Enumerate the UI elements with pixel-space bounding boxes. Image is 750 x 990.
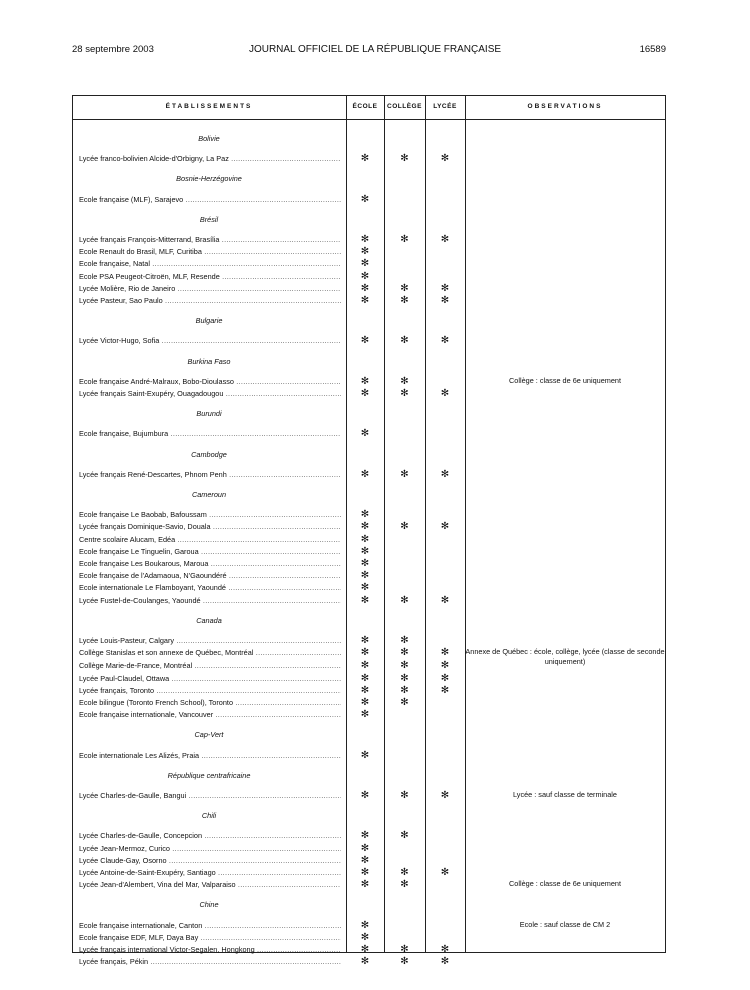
observation-text: Annexe de Québec : école, collège, lycée (classe de seconde uniquement) [465, 647, 665, 667]
ecole-mark-icon: ✻ [360, 246, 370, 258]
table-row [72, 194, 665, 206]
column-header-ecole: ÉCOLE [352, 103, 378, 110]
ecole-mark-icon: ✻ [360, 956, 370, 968]
establishment-name: Ecole française Le Baobab, Bafoussam ..... [79, 509, 341, 521]
table-row [72, 335, 665, 347]
establishment-name: Lycée Charles-de-Gaulle, Bangui ..... [79, 790, 341, 802]
lycee-mark-icon: ✻ [440, 647, 450, 659]
table-row [72, 534, 665, 546]
ecole-mark-icon: ✻ [360, 830, 370, 842]
lycee-mark-icon: ✻ [440, 660, 450, 672]
ecole-mark-icon: ✻ [360, 594, 370, 606]
establishment-name: Lycée Paul-Claudel, Ottawa ..... [79, 673, 341, 685]
ecole-mark-icon: ✻ [360, 919, 370, 931]
establishment-name: Lycée Jean-Mermoz, Curico ..... [79, 843, 341, 855]
country-heading: Cambodge [191, 449, 227, 459]
ecole-mark-icon: ✻ [360, 635, 370, 646]
ecole-mark-icon: ✻ [360, 193, 370, 205]
college-mark-icon: ✻ [400, 944, 409, 955]
country-heading: Bolivie [198, 134, 220, 143]
establishment-name: Lycée français René-Descartes, Phnom Penh ..... [79, 469, 341, 481]
establishment-name: Lycée Claude-Gay, Osorno ..... [79, 855, 341, 867]
table-row [72, 388, 665, 400]
college-mark-icon: ✻ [400, 956, 409, 968]
establishment-name: Ecole française EDF, MLF, Daya Bay ..... [79, 932, 341, 944]
header-date: 28 septembre 2003 [72, 44, 154, 55]
ecole-mark-icon: ✻ [360, 509, 370, 521]
country-heading: Brésil [199, 214, 219, 224]
ecole-mark-icon: ✻ [360, 521, 370, 533]
table-row [72, 790, 665, 802]
ecole-mark-icon: ✻ [360, 842, 370, 854]
ecole-mark-icon: ✻ [360, 790, 370, 801]
table-row [72, 283, 665, 295]
country-heading: Burkina Faso [187, 356, 231, 366]
college-mark-icon: ✻ [400, 295, 409, 306]
establishment-name: Ecole française Les Boukarous, Maroua ..... [79, 558, 341, 570]
establishment-name: Ecole bilingue (Toronto French School), Toronto ..... [79, 697, 341, 709]
college-mark-icon: ✻ [400, 335, 409, 347]
table-row [72, 295, 665, 307]
ecole-mark-icon: ✻ [360, 672, 370, 684]
college-mark-icon: ✻ [400, 388, 409, 399]
table-row [72, 750, 665, 762]
table-row [72, 558, 665, 570]
table-header-divider [72, 119, 665, 120]
establishment-name: Lycée français François-Mitterrand, Brasília ..... [79, 234, 341, 246]
country-heading: Cap-Vert [194, 730, 224, 740]
lycee-mark-icon: ✻ [440, 335, 450, 347]
ecole-mark-icon: ✻ [360, 879, 370, 891]
ecole-mark-icon: ✻ [360, 234, 370, 245]
college-mark-icon: ✻ [400, 660, 409, 672]
lycee-mark-icon: ✻ [440, 867, 450, 878]
ecole-mark-icon: ✻ [360, 428, 370, 440]
column-header-lycee: LYCÉE [433, 103, 457, 110]
college-mark-icon: ✻ [400, 697, 409, 708]
page-number: 16589 [639, 44, 666, 55]
lycee-mark-icon: ✻ [440, 672, 450, 684]
table-row [72, 582, 665, 594]
ecole-mark-icon: ✻ [360, 388, 370, 399]
lycee-mark-icon: ✻ [440, 468, 450, 480]
ecole-mark-icon: ✻ [360, 533, 370, 545]
college-mark-icon: ✻ [400, 647, 409, 659]
table-row [72, 685, 665, 697]
ecole-mark-icon: ✻ [360, 931, 370, 943]
ecole-mark-icon: ✻ [360, 282, 370, 294]
lycee-mark-icon: ✻ [440, 153, 450, 165]
observation-text: Collège : classe de 6e uniquement [509, 879, 621, 889]
column-header-etablissements: ÉTABLISSEMENTS [165, 103, 253, 110]
table-row [72, 258, 665, 270]
ecole-mark-icon: ✻ [360, 295, 370, 306]
country-heading: République centrafricaine [167, 770, 251, 780]
establishment-name: Lycée français, Pékin ..... [79, 956, 341, 968]
college-mark-icon: ✻ [400, 879, 409, 891]
establishment-name: Lycée Antoine-de-Saint-Exupéry, Santiago ..... [79, 867, 341, 879]
establishment-name: Ecole internationale Le Flamboyant, Yaoundé ..... [79, 582, 341, 594]
ecole-mark-icon: ✻ [360, 375, 370, 387]
establishment-name: Lycée Molière, Rio de Janeiro ..... [79, 283, 341, 295]
college-mark-icon: ✻ [400, 790, 409, 801]
establishment-name: Ecole française internationale, Canton ..... [79, 920, 341, 932]
ecole-mark-icon: ✻ [360, 258, 370, 270]
ecole-mark-icon: ✻ [360, 684, 370, 696]
ecole-mark-icon: ✻ [360, 697, 370, 708]
ecole-mark-icon: ✻ [360, 582, 370, 594]
country-heading: Burundi [196, 409, 222, 419]
establishment-name: Lycée français Dominique-Savio, Douala ..... [79, 521, 341, 533]
lycee-mark-icon: ✻ [440, 594, 450, 606]
table-row [72, 867, 665, 879]
table-row [72, 153, 665, 165]
lycee-mark-icon: ✻ [440, 944, 450, 955]
observation-text: Lycée : sauf classe de terminale [513, 790, 617, 799]
establishments-table [72, 95, 665, 968]
table-row [72, 920, 665, 932]
table-row [72, 709, 665, 721]
establishment-name: Lycée Jean-d'Alembert, Vina del Mar, Valparaiso ..... [79, 879, 341, 891]
college-mark-icon: ✻ [400, 684, 409, 696]
college-mark-icon: ✻ [400, 867, 409, 878]
lycee-mark-icon: ✻ [440, 234, 450, 245]
establishment-name: Lycée Fustel-de-Coulanges, Yaoundé ..... [79, 595, 341, 607]
table-row [72, 546, 665, 558]
establishment-name: Collège Stanislas et son annexe de Québec, Montréal ..... [79, 647, 341, 659]
ecole-mark-icon: ✻ [360, 335, 370, 347]
establishment-name: Lycée français, Toronto ..... [79, 685, 341, 697]
table-row [72, 246, 665, 258]
college-mark-icon: ✻ [400, 282, 409, 294]
establishment-name: Ecole française, Bujumbura ..... [79, 428, 341, 440]
college-mark-icon: ✻ [400, 521, 409, 533]
table-row [72, 830, 665, 842]
establishment-name: Ecole Renault do Brasil, MLF, Curitiba ..... [79, 246, 341, 258]
lycee-mark-icon: ✻ [440, 388, 450, 399]
table-row [72, 376, 665, 388]
table-row [72, 271, 665, 283]
lycee-mark-icon: ✻ [440, 684, 450, 696]
ecole-mark-icon: ✻ [360, 570, 370, 582]
establishment-name: Ecole internationale Les Alizés, Praia ..... [79, 750, 341, 762]
table-row [72, 570, 665, 582]
college-mark-icon: ✻ [400, 375, 409, 387]
ecole-mark-icon: ✻ [360, 153, 370, 165]
college-mark-icon: ✻ [400, 468, 409, 480]
lycee-mark-icon: ✻ [440, 282, 450, 294]
table-row [72, 635, 665, 647]
establishment-name: Lycée Charles-de-Gaulle, Concepcion ..... [79, 830, 341, 842]
observation-text: Collège : classe de 6e uniquement [509, 375, 621, 385]
ecole-mark-icon: ✻ [360, 468, 370, 480]
table-row [72, 521, 665, 533]
college-mark-icon: ✻ [400, 672, 409, 684]
establishment-name: Lycée Pasteur, Sao Paulo ..... [79, 295, 341, 307]
header-title: JOURNAL OFFICIEL DE LA RÉPUBLIQUE FRANÇAISE [248, 44, 502, 55]
table-row [72, 944, 665, 956]
establishment-name: Ecole française Le Tinguelin, Garoua ..... [79, 546, 341, 558]
table-row [72, 660, 665, 672]
country-heading: Chine [199, 900, 219, 910]
college-mark-icon: ✻ [400, 234, 409, 245]
establishment-name: Lycée français international Victor-Segalen, Hongkong ..... [79, 944, 341, 956]
college-mark-icon: ✻ [400, 153, 409, 165]
lycee-mark-icon: ✻ [440, 956, 450, 968]
establishment-name: Ecole française (MLF), Sarajevo ..... [79, 194, 341, 206]
ecole-mark-icon: ✻ [360, 558, 370, 569]
country-heading: Bulgarie [195, 316, 223, 326]
lycee-mark-icon: ✻ [440, 790, 450, 801]
lycee-mark-icon: ✻ [440, 295, 450, 306]
country-heading: Cameroun [191, 490, 227, 499]
establishment-name: Lycée français Saint-Exupéry, Ouagadougou ..... [79, 388, 341, 400]
observation-text: Ecole : sauf classe de CM 2 [519, 919, 611, 929]
ecole-mark-icon: ✻ [360, 867, 370, 878]
table-row [72, 595, 665, 607]
table-row [72, 855, 665, 867]
ecole-mark-icon: ✻ [360, 944, 370, 955]
establishment-name: Collège Marie-de-France, Montréal ..... [79, 660, 341, 672]
establishment-name: Lycée franco-bolivien Alcide-d'Orbigny, La Paz ..... [79, 153, 341, 165]
ecole-mark-icon: ✻ [360, 660, 370, 672]
table-row [72, 697, 665, 709]
college-mark-icon: ✻ [400, 594, 409, 606]
col-divider [665, 95, 666, 953]
lycee-mark-icon: ✻ [440, 521, 450, 533]
table-row [72, 234, 665, 246]
college-mark-icon: ✻ [400, 635, 409, 646]
country-heading: Canada [196, 615, 222, 625]
establishment-name: Lycée Louis-Pasteur, Calgary ..... [79, 635, 341, 647]
college-mark-icon: ✻ [400, 830, 409, 842]
establishment-name: Ecole française André-Malraux, Bobo-Dioulasso ..... [79, 376, 341, 388]
table-row [72, 879, 665, 891]
country-heading: Chili [201, 811, 217, 821]
table-row [72, 956, 665, 968]
table-row [72, 932, 665, 944]
column-header-observations: OBSERVATIONS [527, 103, 603, 110]
column-header-college: COLLÈGE [387, 103, 422, 110]
ecole-mark-icon: ✻ [360, 749, 370, 761]
table-row [72, 469, 665, 481]
establishment-name: Lycée Victor-Hugo, Sofia ..... [79, 335, 341, 347]
establishment-name: Ecole française internationale, Vancouver ..... [79, 709, 341, 721]
table-row [72, 673, 665, 685]
table-row [72, 428, 665, 440]
ecole-mark-icon: ✻ [360, 647, 370, 659]
establishment-name: Ecole française, Natal ..... [79, 258, 341, 270]
establishment-name: Ecole PSA Peugeot-Citroën, MLF, Resende ..... [79, 271, 341, 283]
establishment-name: Ecole française de l'Adamaoua, N'Gaoundéré ..... [79, 570, 341, 582]
table-row [72, 509, 665, 521]
table-row [72, 843, 665, 855]
establishment-name: Centre scolaire Alucam, Edéa ..... [79, 534, 341, 546]
country-heading: Bosnie-Herzégovine [176, 174, 242, 184]
ecole-mark-icon: ✻ [360, 545, 370, 557]
ecole-mark-icon: ✻ [360, 854, 370, 866]
ecole-mark-icon: ✻ [360, 270, 370, 282]
ecole-mark-icon: ✻ [360, 709, 370, 721]
